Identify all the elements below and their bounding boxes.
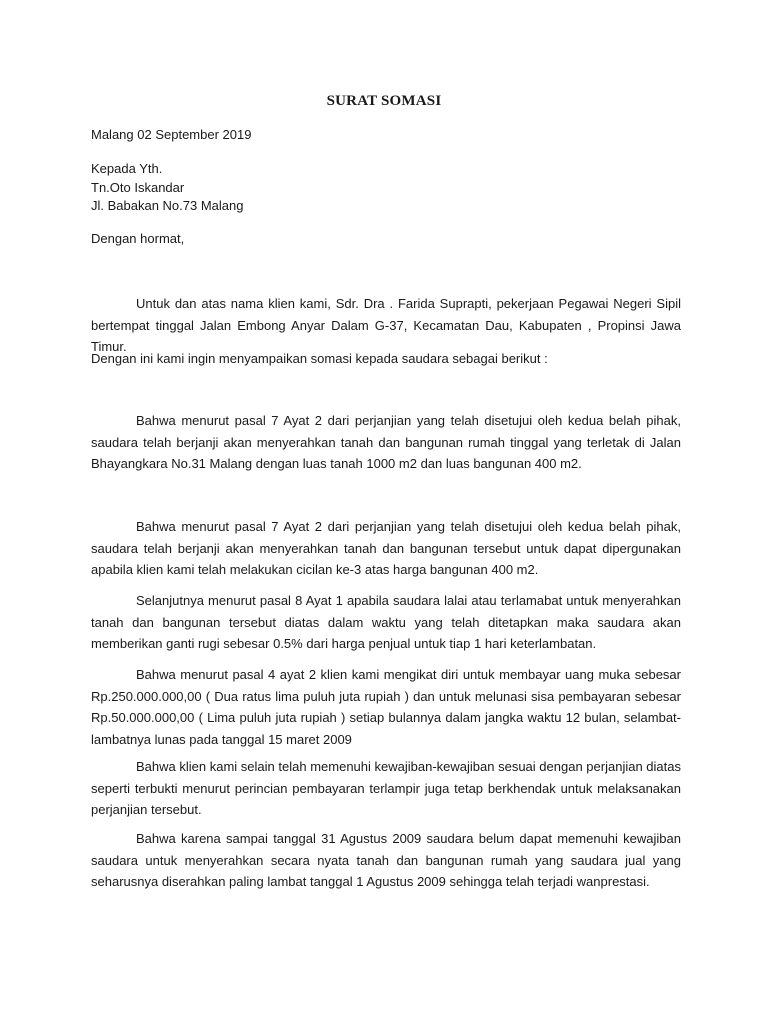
paragraph-6: Bahwa karena sampai tanggal 31 Agustus 2009 saudara belum dapat memenuhi kewajiban saudara untuk menyerahkan secara nyata tanah dan bangunan rumah yang saudara jual yang seharusnya diserahkan paling lambat tanggal 1 Agustus 2009 sehingga telah terjadi wanprestasi.	[91, 831, 681, 889]
paragraph-4: Bahwa menurut pasal 4 ayat 2 klien kami mengikat diri untuk membayar uang muka sebesar Rp.250.000.000,00 ( Dua ratus lima puluh juta rupiah ) dan untuk melunasi sisa pembayaran sebesar Rp.50.000.000,00 ( Lima puluh juta rupiah ) setiap bulannya dalam jangka waktu 12 bulan, selambat-lambatnya lunas pada tanggal 15 maret 2009	[91, 667, 681, 747]
statement-line: Dengan ini kami ingin menyampaikan somasi kepada saudara sebagai berikut :	[91, 351, 548, 366]
intro-paragraph: Untuk dan atas nama klien kami, Sdr. Dra . Farida Suprapti, pekerjaan Pegawai Negeri Sipil bertempat tinggal Jalan Embong Anyar Dalam G-37, Kecamatan Dau, Kabupaten , Propinsi Jawa Timur.	[91, 296, 681, 354]
recipient-name: Tn.Oto Iskandar	[91, 180, 185, 195]
paragraph-1: Bahwa menurut pasal 7 Ayat 2 dari perjanjian yang telah disetujui oleh kedua belah pihak, saudara telah berjanji akan menyerahkan tanah dan bangunan rumah tinggal yang terletak di Jalan Bhayangkara No.31 Malang dengan luas tanah 1000 m2 dan luas bangunan 400 m2.	[91, 413, 681, 471]
letter-title: SURAT SOMASI	[326, 93, 442, 109]
letter-date: Malang 02 September 2019	[91, 127, 252, 142]
paragraph-3: Selanjutnya menurut pasal 8 Ayat 1 apabila saudara lalai atau terlamabat untuk menyerahkan tanah dan bangunan tersebut diatas dalam waktu yang telah ditetapkan maka saudara akan memberikan ganti rugi sebesar 0.5% dari harga penjual untuk tiap 1 hari keterlambatan.	[91, 593, 681, 651]
recipient-address: Jl. Babakan No.73 Malang	[91, 198, 244, 213]
paragraph-5: Bahwa klien kami selain telah memenuhi kewajiban-kewajiban sesuai dengan perjanjian diatas seperti terbukti menurut perincian pembayaran terlampir juga tetap berkhendak untuk melaksanakan perjanjian tersebut.	[91, 759, 681, 817]
salutation: Dengan hormat,	[91, 231, 185, 246]
paragraph-2: Bahwa menurut pasal 7 Ayat 2 dari perjanjian yang telah disetujui oleh kedua belah pihak, saudara telah berjanji akan menyerahkan tanah dan bangunan tersebut untuk dapat dipergunakan apabila klien kami telah melakukan cicilan ke-3 atas harga bangunan 400 m2.	[91, 519, 681, 577]
recipient-greeting: Kepada Yth.	[91, 161, 163, 176]
